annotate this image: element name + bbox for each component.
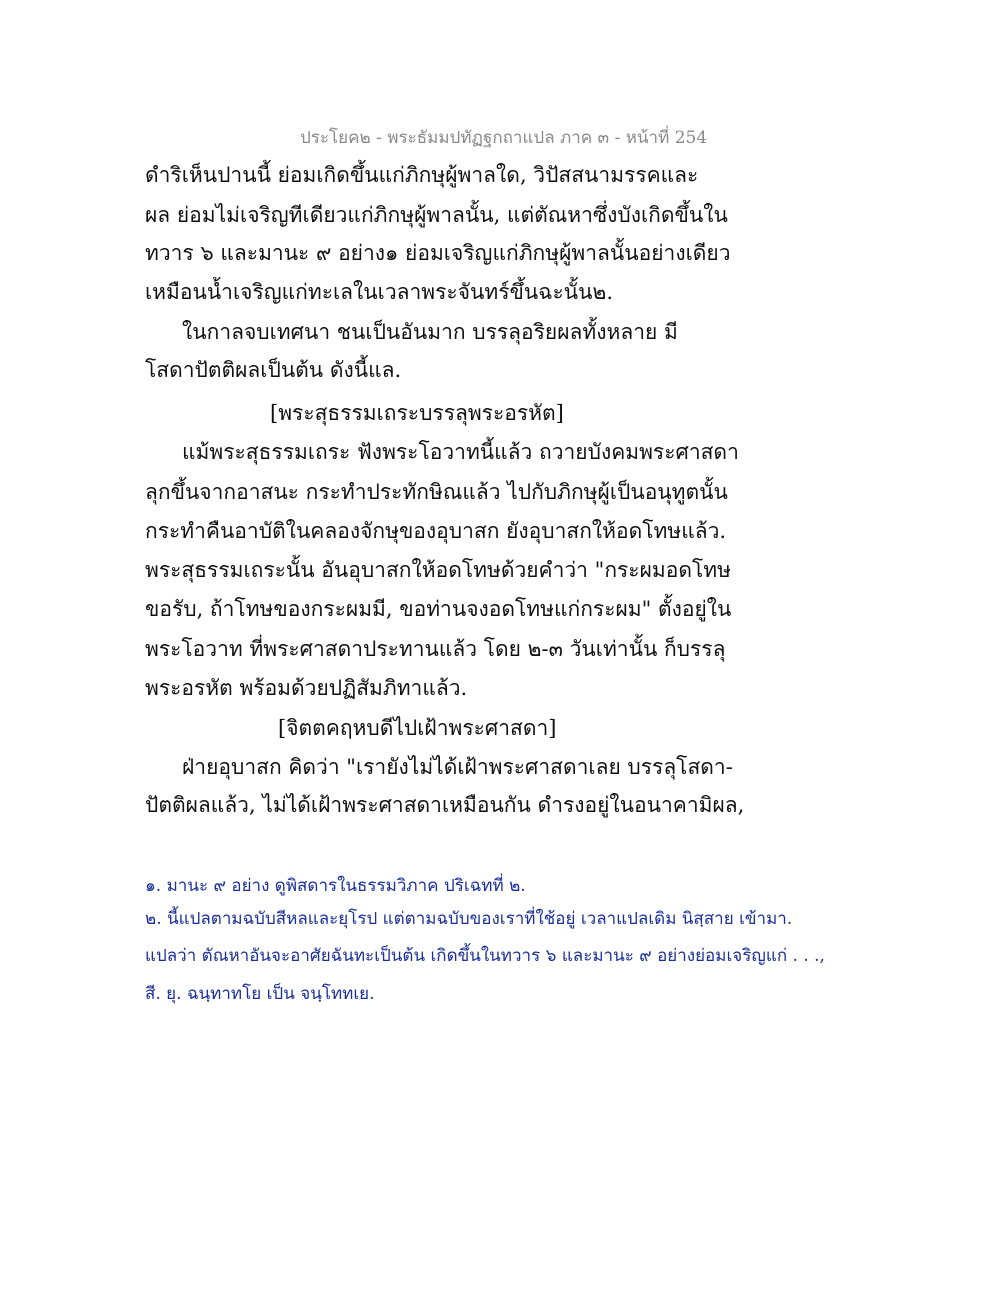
body-line-14: ฝ่ายอุบาสก คิดว่า "เรายังไม่ได้เฝ้าพระศาสดาเลย บรรลุโสดา- [182,755,733,779]
body-line-13: พระอรหัต พร้อมด้วยปฏิสัมภิทาแล้ว. [145,676,468,700]
body-line-3: ทวาร ๖ และมานะ ๙ อย่าง๑ ย่อมเจริญแก่ภิกษุผู้พาลนั้นอย่างเดียว [145,241,731,265]
body-line-15: ปัตติผลแล้ว, ไม่ได้เฝ้าพระศาสดาเหมือนกัน ดำรงอยู่ในอนาคามิผล, [145,793,745,817]
footnote-1: ๑. มานะ ๙ อย่าง ดูพิสดารในธรรมวิภาค ปริเฉทที่ ๒. [145,876,526,896]
page-header: ประโยค๒ - พระธัมมปทัฏฐกถาแปล ภาค ๓ - หน้าที่ 254 [300,128,708,148]
body-line-4: เหมือนน้ำเจริญแก่ทะเลในเวลาพระจันทร์ขึ้นฉะนั้น๒. [145,280,613,304]
body-line-12: พระโอวาท ที่พระศาสดาประทานแล้ว โดย ๒-๓ วันเท่านั้น ก็บรรลุ [145,637,726,661]
body-line-9: กระทำคืนอาบัติในคลองจักษุของอุบาสก ยังอุบาสกให้อดโทษแล้ว. [145,519,727,543]
section-heading-2: [จิตตคฤหบดีไปเฝ้าพระศาสดา] [278,716,557,740]
footnote-2: ๒. นี้แปลตามฉบับสีหลและยุโรป แต่ตามฉบับของเราที่ใช้อยู่ เวลาแปลเดิม นิสฺสาย เข้ามา. [145,909,793,929]
section-heading-1: [พระสุธรรมเถระบรรลุพระอรหัต] [270,401,564,425]
footnote-2-cont: แปลว่า ตัณหาอันจะอาศัยฉันทะเป็นต้น เกิดขึ้นในทวาร ๖ และมานะ ๙ อย่างย่อมเจริญแก่ . . ., [145,946,825,966]
body-line-5: ในกาลจบเทศนา ชนเป็นอันมาก บรรลุอริยผลทั้งหลาย มี [182,320,678,344]
body-line-11: ขอรับ, ถ้าโทษของกระผมมี, ขอท่านจงอดโทษแก่กระผม" ตั้งอยู่ใน [145,597,732,621]
body-line-1: ดำริเห็นปานนี้ ย่อมเกิดขึ้นแก่ภิกษุผู้พาลใด, วิปัสสนามรรคและ [145,163,699,187]
footnote-2-cont-2: สี. ยุ. ฉนฺทาทโย เป็น จนฺโททเย. [145,984,375,1004]
body-line-6: โสดาปัตติผลเป็นต้น ดังนี้แล. [145,358,402,382]
body-line-10: พระสุธรรมเถระนั้น อันอุบาสกให้อดโทษด้วยคำว่า "กระผมอดโทษ [145,558,731,582]
body-line-8: ลุกขึ้นจากอาสนะ กระทำประทักษิณแล้ว ไปกับภิกษุผู้เป็นอนุทูตนั้น [145,480,728,504]
body-line-7: แม้พระสุธรรมเถระ ฟังพระโอวาทนี้แล้ว ถวายบังคมพระศาสดา [182,440,739,464]
body-line-2: ผล ย่อมไม่เจริญทีเดียวแก่ภิกษุผู้พาลนั้น, แต่ตัณหาซึ่งบังเกิดขึ้นใน [145,203,728,227]
